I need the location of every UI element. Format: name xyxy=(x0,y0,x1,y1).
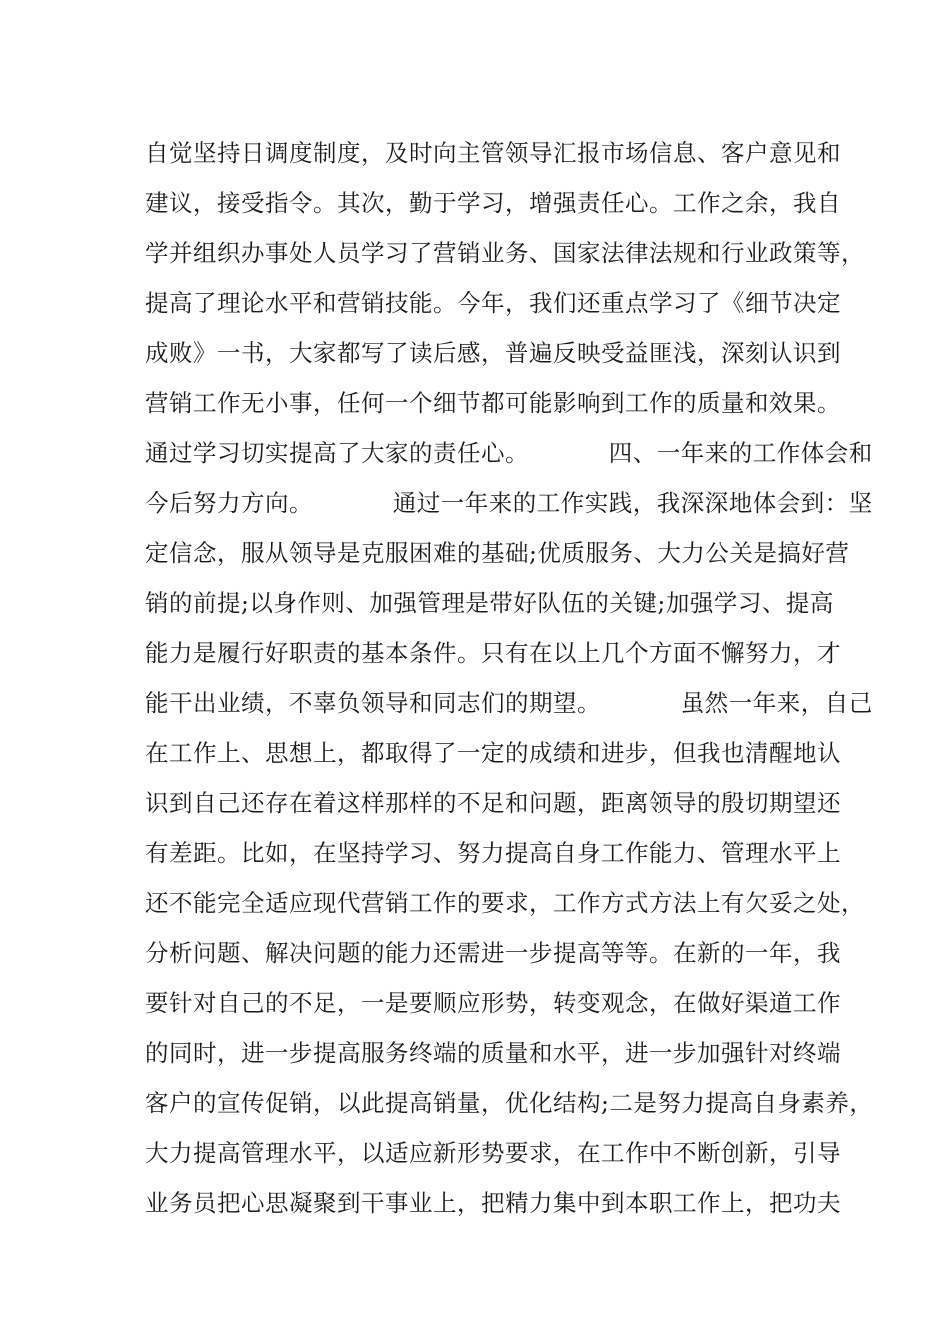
text-line: 自觉坚持日调度制度，及时向主管领导汇报市场信息、客户意见和 xyxy=(145,139,841,167)
text-line: 定信念，服从领导是克服困难的基础;优质服务、大力公关是搞好营 xyxy=(145,539,850,567)
text-line: 客户的宣传促销，以此提高销量，优化结构;二是努力提高自身素养， xyxy=(145,1089,874,1117)
text-line: 通过学习切实提高了大家的责任心。 四、一年来的工作体会和 xyxy=(145,439,873,467)
text-line: 能干出业绩，不辜负领导和同志们的期望。 虽然一年来，自己 xyxy=(145,689,873,717)
text-line: 学并组织办事处人员学习了营销业务、国家法律法规和行业政策等， xyxy=(145,239,865,267)
text-line: 成败》一书，大家都写了读后感，普遍反映受益匪浅，深刻认识到 xyxy=(145,339,841,367)
text-line: 能力是履行好职责的基本条件。只有在以上几个方面不懈努力，才 xyxy=(145,639,841,667)
text-line: 分析问题、解决问题的能力还需进一步提高等等。在新的一年，我 xyxy=(145,939,841,967)
text-line: 今后努力方向。 通过一年来的工作实践，我深深地体会到：坚 xyxy=(145,489,873,517)
text-line: 的同时，进一步提高服务终端的质量和水平，进一步加强针对终端 xyxy=(145,1039,841,1067)
text-line: 要针对自己的不足，一是要顺应形势，转变观念，在做好渠道工作 xyxy=(145,989,841,1017)
text-line: 大力提高管理水平，以适应新形势要求，在工作中不断创新，引导 xyxy=(145,1139,841,1167)
text-line: 还不能完全适应现代营销工作的要求，工作方式方法上有欠妥之处， xyxy=(145,889,865,917)
text-line: 识到自己还存在着这样那样的不足和问题，距离领导的殷切期望还 xyxy=(145,789,841,817)
text-line: 营销工作无小事，任何一个细节都可能影响到工作的质量和效果。 xyxy=(145,389,841,417)
text-line: 有差距。比如，在坚持学习、努力提高自身工作能力、管理水平上 xyxy=(145,839,841,867)
text-line: 销的前提;以身作则、加强管理是带好队伍的关键;加强学习、提高 xyxy=(145,589,834,617)
body-text xyxy=(145,131,874,1231)
text-line: 业务员把心思凝聚到干事业上，把精力集中到本职工作上，把功夫 xyxy=(145,1189,841,1217)
text-line: 在工作上、思想上，都取得了一定的成绩和进步，但我也清醒地认 xyxy=(145,739,841,767)
text-line: 建议，接受指令。其次，勤于学习，增强责任心。工作之余，我自 xyxy=(145,189,841,217)
text-line: 提高了理论水平和营销技能。今年，我们还重点学习了《细节决定 xyxy=(145,289,841,317)
